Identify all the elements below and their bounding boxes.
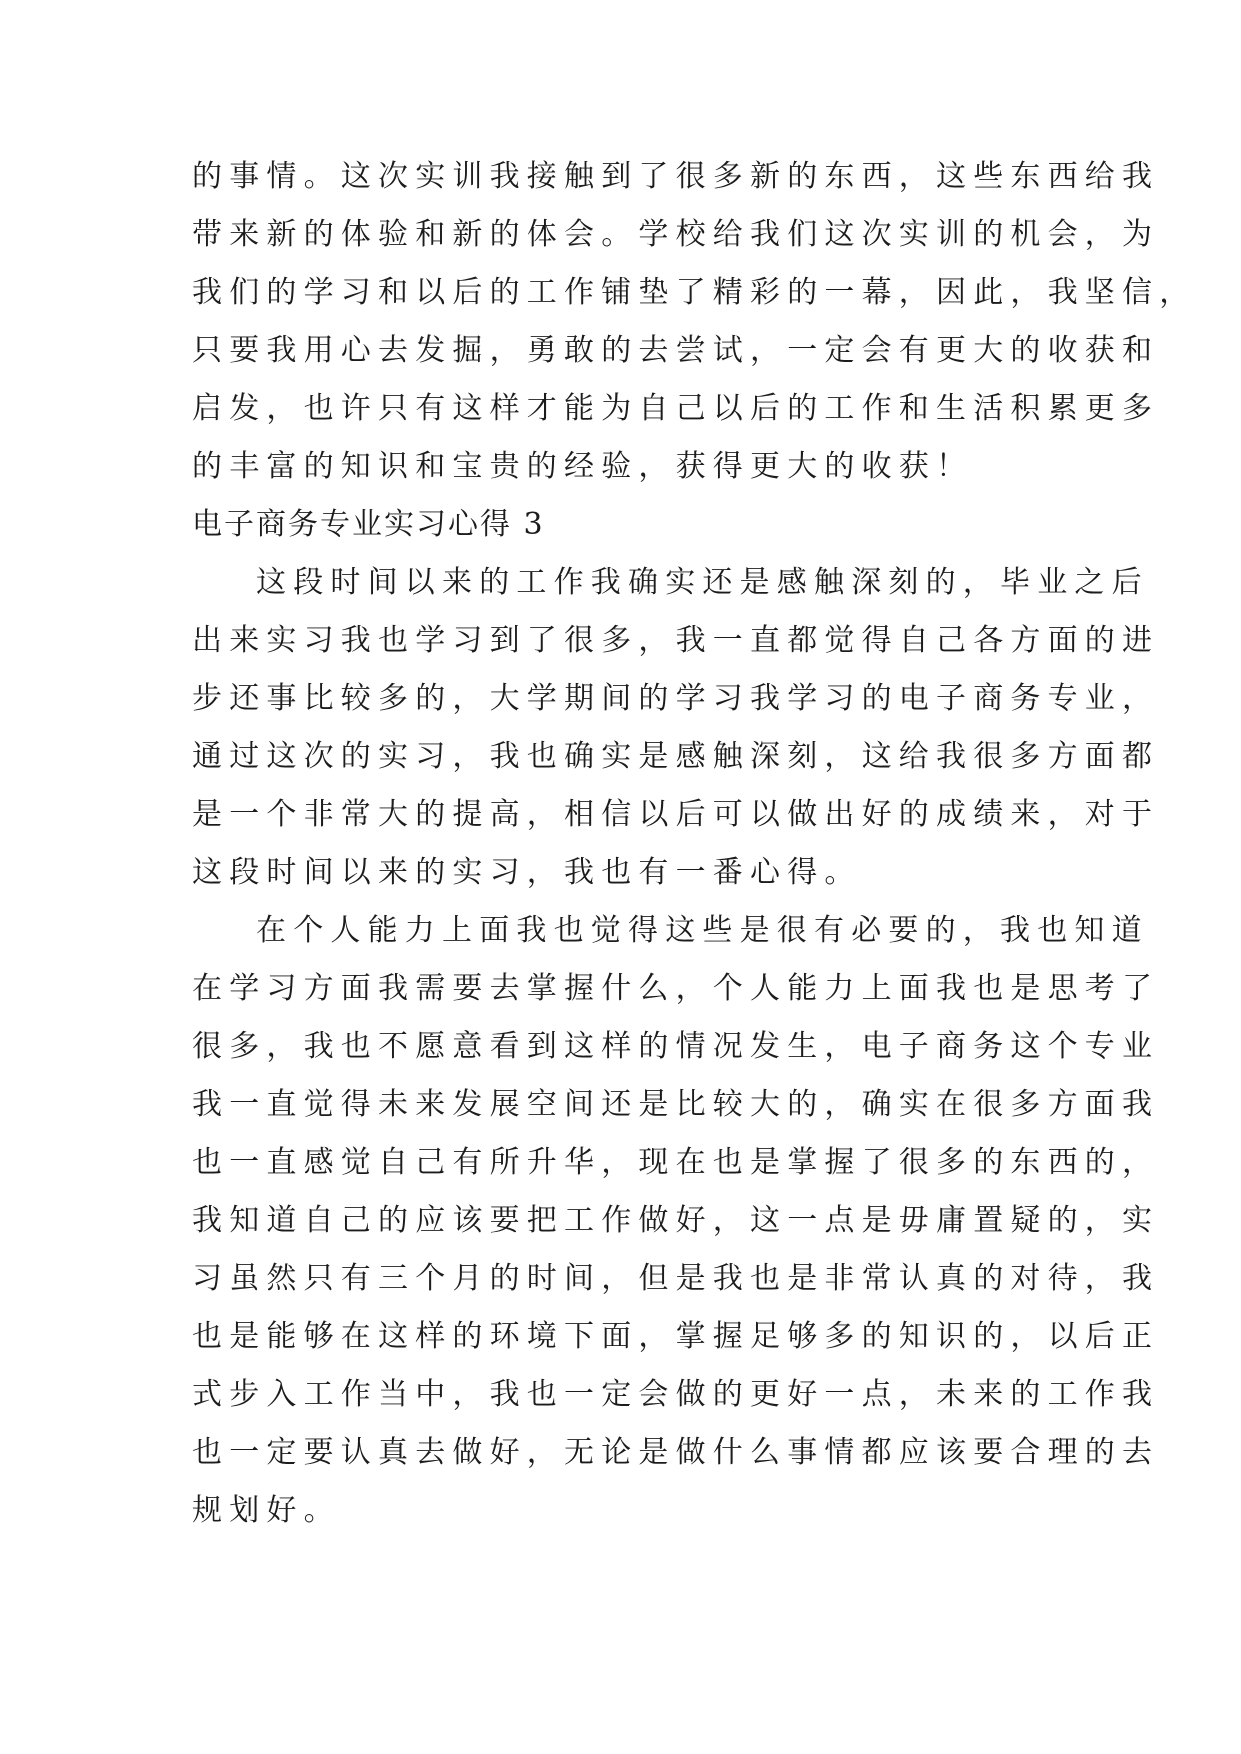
text-line: 启发，也许只有这样才能为自己以后的工作和生活积累更多 [192,391,1160,426]
text-line: 式步入工作当中，我也一定会做的更好一点，未来的工作我 [192,1377,1160,1412]
text-line: 的丰富的知识和宝贵的经验，获得更大的收获！ [192,449,974,484]
text-line: 出来实习我也学习到了很多，我一直都觉得自己各方面的进 [192,623,1160,658]
text-line: 在学习方面我需要去掌握什么，个人能力上面我也是思考了 [192,971,1160,1006]
text-line: 步还事比较多的，大学期间的学习我学习的电子商务专业， [192,681,1160,716]
text-line: 这段时间以来的实习，我也有一番心得。 [192,855,862,890]
text-line: 规划好。 [192,1493,341,1528]
section-heading: 电子商务专业实习心得 3 [192,507,545,542]
text-line: 我一直觉得未来发展空间还是比较大的，确实在很多方面我 [192,1087,1160,1122]
text-line: 的事情。这次实训我接触到了很多新的东西，这些东西给我 [192,159,1160,194]
text-line: 在个人能力上面我也觉得这些是很有必要的，我也知道 [256,913,1149,948]
text-line: 带来新的体验和新的体会。学校给我们这次实训的机会，为 [192,217,1160,252]
text-line: 这段时间以来的工作我确实还是感触深刻的，毕业之后 [256,565,1149,600]
text-line: 习虽然只有三个月的时间，但是我也是非常认真的对待，我 [192,1261,1160,1296]
text-line: 也一定要认真去做好，无论是做什么事情都应该要合理的去 [192,1435,1160,1470]
text-line: 很多，我也不愿意看到这样的情况发生，电子商务这个专业 [192,1029,1160,1064]
text-line: 也一直感觉自己有所升华，现在也是掌握了很多的东西的， [192,1145,1160,1180]
text-line: 我们的学习和以后的工作铺垫了精彩的一幕，因此，我坚信， [192,275,1197,310]
text-line: 我知道自己的应该要把工作做好，这一点是毋庸置疑的，实 [192,1203,1160,1238]
text-line: 只要我用心去发掘，勇敢的去尝试，一定会有更大的收获和 [192,333,1160,368]
text-line: 是一个非常大的提高，相信以后可以做出好的成绩来，对于 [192,797,1160,832]
text-line: 通过这次的实习，我也确实是感触深刻，这给我很多方面都 [192,739,1160,774]
text-line: 也是能够在这样的环境下面，掌握足够多的知识的，以后正 [192,1319,1160,1354]
